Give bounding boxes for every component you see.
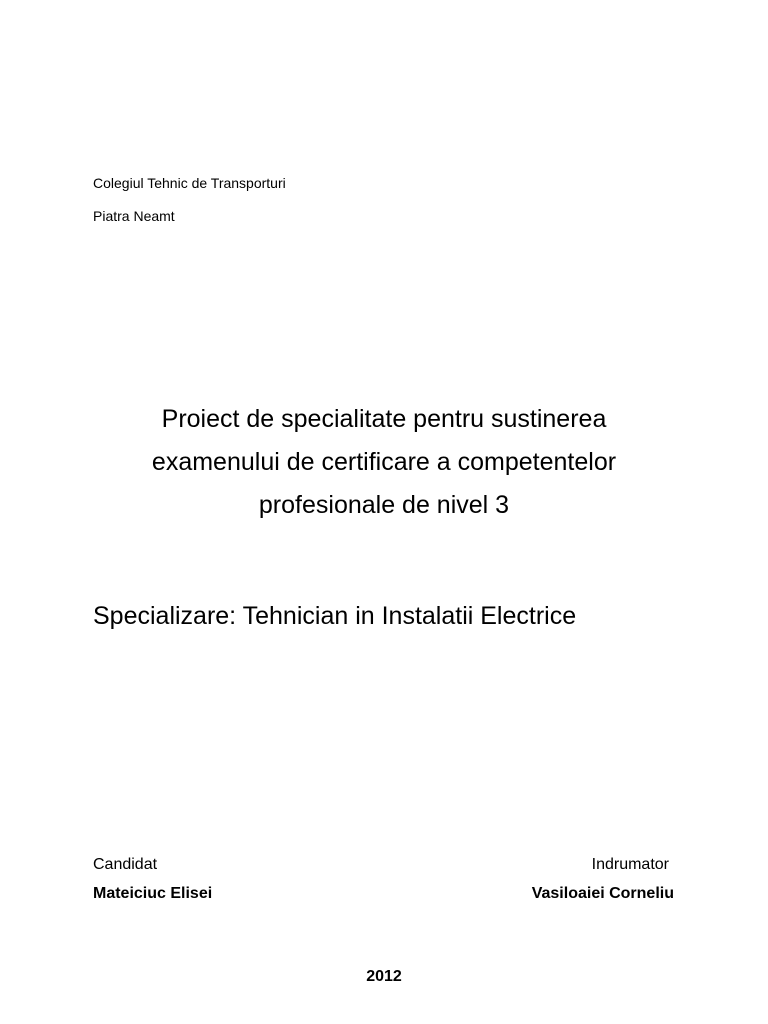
institution-name: Colegiul Tehnic de Transporturi	[93, 175, 286, 191]
candidate-name: Mateiciuc Elisei	[93, 885, 213, 902]
specialization: Specializare: Tehnician in Instalatii Electrice	[93, 602, 577, 630]
project-title-line-2: examenului de certificare a competentelor	[151, 448, 617, 476]
project-title	[60, 398, 708, 527]
project-title-line-3: profesionale de nivel 3	[258, 491, 510, 519]
advisor-name: Vasiloaiei Corneliu	[531, 885, 674, 902]
institution-city: Piatra Neamt	[93, 208, 175, 224]
advisor-label: Indrumator	[591, 856, 669, 873]
year: 2012	[366, 968, 402, 985]
project-title-line-1: Proiect de specialitate pentru sustinerea	[161, 405, 607, 433]
candidate-label: Candidat	[93, 856, 158, 873]
